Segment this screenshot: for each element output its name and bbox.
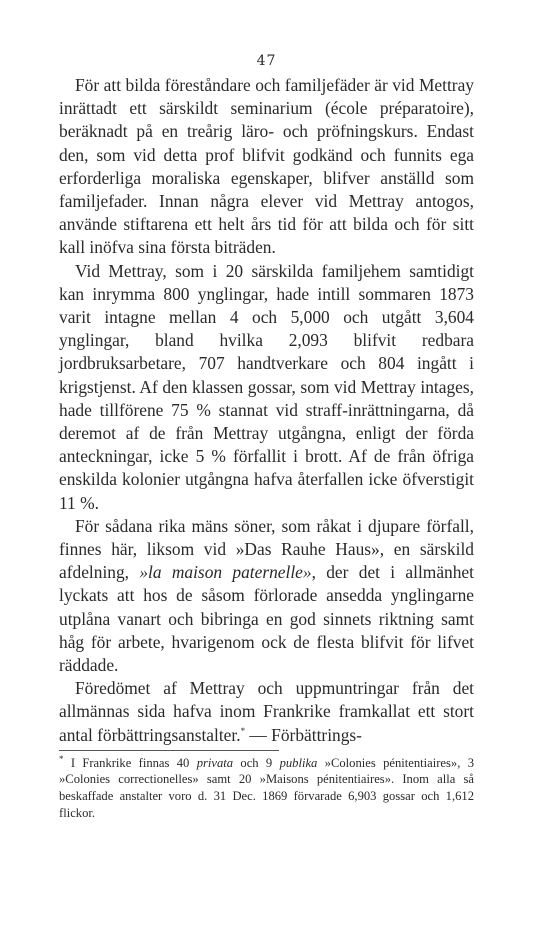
- body-text: [59, 74, 474, 747]
- footnote-divider: [59, 750, 279, 751]
- paragraph: [59, 260, 474, 515]
- footnote-marker: *: [240, 725, 246, 736]
- page: [59, 52, 474, 821]
- paragraph-text: Vid Mettray, som i 20 särskilda familjehem samtidigt kan inrymma 800 ynglingar, hade intill sommaren 1873 varit intagne mellan 4 och 5,000 och utgått 3,604 ynglingar, bland hvilka 2,093 blifvit redbara jordbruksarbetare, 707 handtverkare och 804 ingått i krigstjenst. Af den klassen gossar, som vid Mettray intages, hade tillförene 75 % stannat vid straff-inrättningarna, då deremot af de från Mettray utgångna, enligt der förda anteckningar, icke 5 % förfallit i brott. Af de från öfriga enskilda kolonier utgångna hafva återfallen icke öfverstigit 11 %.: [59, 260, 474, 513]
- paragraph-text: Föredömet af Mettray och uppmuntringar från det allmännas sida hafva inom Frankrike framkallat ett stort antal förbättringsanstalter.: [59, 678, 474, 745]
- italic-phrase: »la maison paternelle»: [139, 562, 312, 583]
- footnote-marker: *: [59, 753, 64, 764]
- footnote: [59, 755, 474, 821]
- paragraph: [59, 677, 474, 747]
- footnote-text: och 9: [233, 755, 280, 770]
- italic-word: publika: [279, 755, 318, 770]
- paragraph: [59, 515, 474, 677]
- footnote-text: »Colonies pénitentiaires», 3 »Colonies correctionelles» samt 20 »Maisons pénitentiaires». Inom alla så beskaffade anstalter voro d. 31 Dec. 1869 förvarade 6,903 gossar och 1,612 flickor.: [59, 755, 474, 820]
- paragraph-text: , der det i allmänhet lyckats att hos de såsom förlorade ansedda ynglingarne utplåna vanart och bibringa en god sinnets riktning samt håg för arbete, hvarigenom ock de flesta blifvit för lifvet räddade.: [59, 562, 474, 676]
- paragraph: [59, 74, 474, 260]
- paragraph-text: — Förbättrings-: [245, 724, 362, 745]
- paragraph-text: För att bilda föreståndare och familjefäder är vid Mettray inrättadt ett särskildt seminarium (école préparatoire), beräknadt på en treårig läro- och pröfningskurs. Endast den, som vid detta prof blifvit godkänd och funnits ega erforderliga moraliska egenskaper, blifver anställd som familjefader. Innan några elever vid Mettray antogos, använde stiftarena ett helt års tid för att bilda och för sitt kall inöfva sina första biträden.: [59, 75, 474, 258]
- paragraph-text: För sådana rika mäns söner, som råkat i djupare förfall, finnes här, liksom vid »Das Rauhe Haus», en särskild afdelning,: [59, 515, 474, 583]
- footnote-text: I Frankrike finnas 40: [63, 755, 197, 770]
- italic-word: privata: [196, 755, 234, 770]
- page-number: 47: [256, 53, 277, 69]
